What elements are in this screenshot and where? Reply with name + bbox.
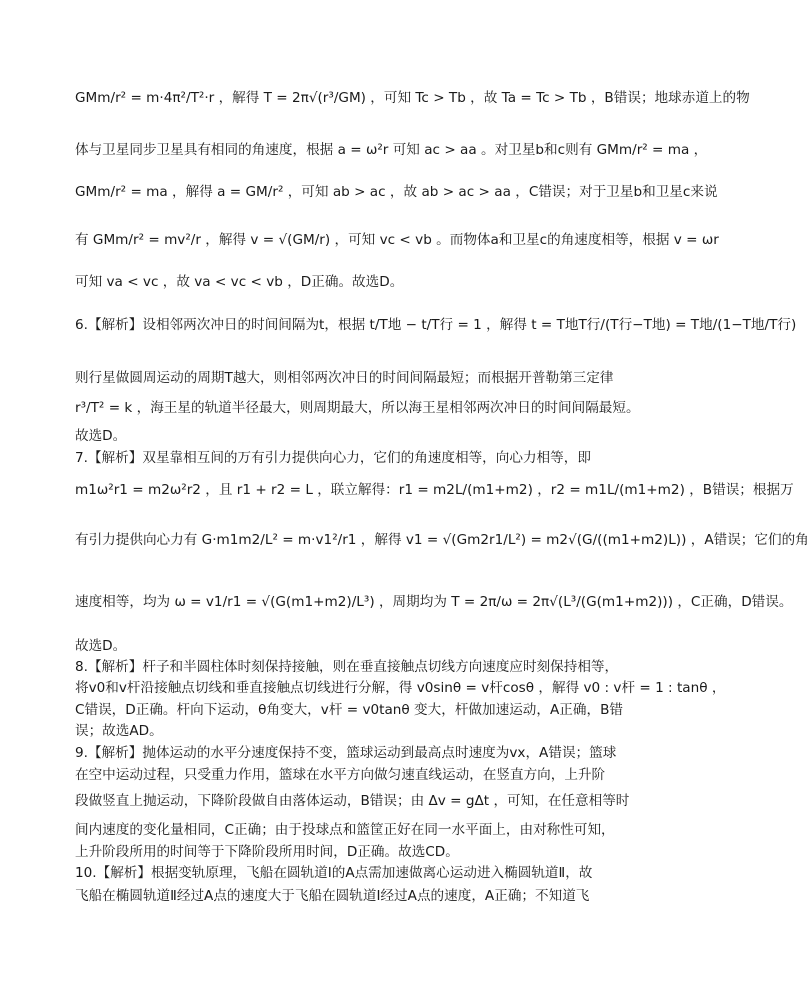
text-line: 则行星做圆周运动的周期T越大，则相邻两次冲日的时间间隔最短；而根据开普勒第三定律 [75,370,614,386]
text-line: C错误，D正确。杆向下运动，θ角变大，v杆 = v0tanθ 变大，杆做加速运动，A正确，B错 [75,702,623,718]
text-line: GMm/r² = m·4π²/T²·r ，解得 T = 2π√(r³/GM) ，可知 Tc > Tb ，故 Ta = Tc > Tb ，B错误；地球赤道上的物 [75,90,750,106]
text-line: r³/T² = k ，海王星的轨道半径最大，则周期最大，所以海王星相邻两次冲日的时间间隔最短。 [75,400,640,416]
text-line: 8.【解析】杆子和半圆柱体时刻保持接触，则在垂直接触点切线方向速度应时刻保持相等， [75,659,619,675]
text-line: 飞船在椭圆轨道Ⅱ经过A点的速度大于飞船在圆轨道Ⅰ经过A点的速度，A正确；不知道飞 [75,888,590,904]
text-line: 将v0和v杆沿接触点切线和垂直接触点切线进行分解，得 v0sinθ = v杆cosθ ，解得 v0 : v杆 = 1 : tanθ ， [75,680,726,696]
text-line: 6.【解析】设相邻两次冲日的时间间隔为t，根据 t/T地 − t/T行 = 1 ，解得 t = T地T行/(T行−T地) = T地/(1−T地/T行) [75,317,797,333]
text-line: 7.【解析】双星靠相互间的万有引力提供向心力，它们的角速度相等，向心力相等，即 [75,450,591,466]
text-line: 段做竖直上抛运动，下降阶段做自由落体运动，B错误；由 Δv = gΔt ，可知，在任意相等时 [75,793,630,809]
text-line: m1ω²r1 = m2ω²r2 ，且 r1 + r2 = L ，联立解得：r1 = m2L/(m1+m2) ，r2 = m1L/(m1+m2) ，B错误；根据万 [75,482,794,498]
text-line: GMm/r² = ma ，解得 a = GM/r² ，可知 ab > ac ，故 ab > ac > aa ，C错误；对于卫星b和卫星c来说 [75,184,718,200]
text-line: 有引力提供向心力有 G·m1m2/L² = m·v1²/r1 ，解得 v1 = √(Gm2r1/L²) = m2√(G/((m1+m2)L)) ，A错误；它们的角 [75,532,809,548]
text-line: 在空中运动过程，只受重力作用，篮球在水平方向做匀速直线运动，在竖直方向，上升阶 [75,767,606,783]
text-line: 误；故选AD。 [75,723,163,739]
text-line: 可知 va < vc ，故 va < vc < vb ，D正确。故选D。 [75,274,404,290]
text-line: 速度相等，均为 ω = v1/r1 = √(G(m1+m2)/L³) ，周期均为 T = 2π/ω = 2π√(L³/(G(m1+m2))) ，C正确，D错误。 [75,594,793,610]
text-line: 有 GMm/r² = mv²/r ，解得 v = √(GM/r) ，可知 vc < vb 。而物体a和卫星c的角速度相等，根据 v = ωr [75,232,719,248]
text-line: 故选D。 [75,428,127,444]
text-line: 上升阶段所用的时间等于下降阶段所用时间，D正确。故选CD。 [75,844,459,860]
text-line: 9.【解析】抛体运动的水平分速度保持不变，篮球运动到最高点时速度为vx，A错误；篮球 [75,745,617,761]
text-line: 体与卫星同步卫星具有相同的角速度，根据 a = ω²r 可知 ac > aa 。对卫星b和c则有 GMm/r² = ma ， [75,142,708,158]
text-line: 故选D。 [75,638,127,654]
text-line: 10.【解析】根据变轨原理，飞船在圆轨道Ⅰ的A点需加速做离心运动进入椭圆轨道Ⅱ，故 [75,865,593,881]
text-line: 间内速度的变化量相同，C正确；由于投球点和篮筐正好在同一水平面上，由对称性可知， [75,822,615,838]
